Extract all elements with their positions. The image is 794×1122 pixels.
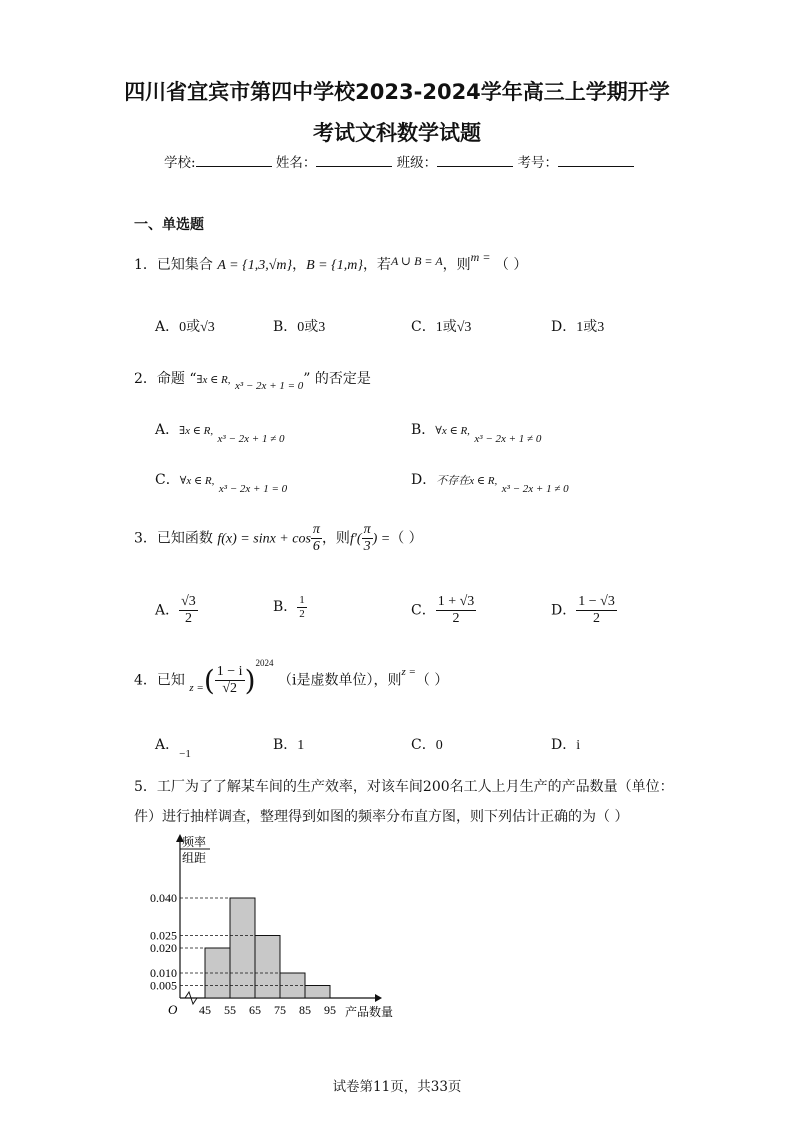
set-b-expr: B = {1,m} (306, 258, 363, 273)
x-tick-label: 55 (224, 1003, 236, 1017)
q1-option-c[interactable]: C．1或√3 (411, 319, 472, 335)
fraction-pi-6: $\frac{\pi}{6}$ (312, 522, 320, 555)
set-a-expr: A = {1,3,√m} (217, 258, 293, 273)
y-tick-label: 0.010 (150, 966, 177, 980)
exam-title-line2: 考试文科数学试题 (313, 121, 481, 145)
stem-text: （i是虚数单位），则 (277, 672, 402, 689)
q4-option-d[interactable]: D．i (551, 737, 581, 753)
class-blank[interactable] (437, 152, 513, 167)
x-axis-label: 产品数量 (345, 1005, 394, 1019)
q3-option-c[interactable]: C． $\frac{1 + √3}{2}$ (411, 594, 475, 627)
school-blank[interactable] (196, 152, 272, 167)
question-2-stem: 2．命题 “∃x ∈ R, $_{x^3 - 2x + 1 = 0}$” 的否定是 (134, 371, 371, 392)
fraction-1-minus-i-over-root2: $\frac{1 - i}{√2}$ (216, 664, 243, 697)
q4-option-c[interactable]: C．0 (411, 737, 443, 753)
origin-label: O (168, 1002, 178, 1017)
section-title: 一、单选题 (134, 217, 204, 233)
q2-option-c[interactable]: C．∀x ∈ R, $_{x^3 - 2x + 1 = 0}$ (155, 472, 288, 495)
question-4-stem: 4．已知 $_{z =}$( $\frac{1 - i}{√2}$ )$^{2024}$ （i是虚数单位），则$^{z =}$（ ） (134, 658, 449, 698)
x-tick-label: 95 (324, 1003, 336, 1017)
q3-option-a[interactable]: A． $\frac{√3}{2}$ (155, 594, 196, 627)
x-tick-label: 65 (249, 1003, 261, 1017)
x-tick-label: 85 (299, 1003, 311, 1017)
school-label: 学校: (164, 155, 196, 171)
question-number: 1． (134, 257, 157, 273)
q4-option-b[interactable]: B．1 (273, 737, 305, 753)
question-5-line2: 件）进行抽样调查，整理得到如图的频率分布直方图，则下列估计正确的为（ ） (134, 809, 629, 825)
histogram-bar (305, 986, 330, 999)
exam-title-line1: 四川省宜宾市第四中学校2023-2024学年高三上学期开学 (124, 80, 670, 104)
student-info-row (164, 151, 634, 171)
function-expr: f(x) = sinx + cos (217, 531, 311, 547)
q2-option-a[interactable]: A．∃x ∈ R, $_{x^3 - 2x + 1 \ne 0}$ (155, 422, 285, 445)
q2-option-b[interactable]: B．∀x ∈ R, $_{x^3 - 2x + 1 \ne 0}$ (411, 422, 542, 445)
y-tick-label: 0.040 (150, 891, 177, 905)
x-tick-label: 75 (274, 1003, 286, 1017)
y-axis-label-bottom: 组距 (182, 851, 207, 865)
histogram-bar (230, 898, 255, 998)
union-expr: A ∪ B = A (390, 254, 443, 268)
x-tick-label: 45 (199, 1003, 211, 1017)
question-3-stem: 3．已知函数 f(x) = sinx + cos $\frac{\pi}{6}$ ，则f′( $\frac{\pi}{3}$ ) =（ ） (134, 522, 423, 555)
q3-option-d[interactable]: D． $\frac{1 - √3}{2}$ (551, 594, 615, 627)
y-tick-label: 0.005 (150, 978, 177, 993)
frequency-histogram (130, 830, 420, 1025)
y-tick-label: 0.020 (150, 941, 177, 955)
histogram-bar (255, 936, 280, 999)
fraction-pi-3: $\frac{\pi}{3}$ (363, 522, 371, 555)
exam-number-blank[interactable] (558, 152, 634, 167)
quantifier-expr: ∃x ∈ R, (196, 374, 231, 386)
name-label: 姓名： (275, 155, 317, 171)
q4-option-a[interactable]: A．$_{-1}$ (155, 737, 191, 760)
q1-option-a[interactable]: A．0或√3 (155, 319, 215, 335)
question-5-line1: 5．工厂为了了解某车间的生产效率，对该车间200名工人上月生产的产品数量（单位： (134, 779, 674, 795)
q2-option-d[interactable]: D．不存在x ∈ R, $_{x^3 - 2x + 1 \ne 0}$ (411, 472, 569, 495)
q1-option-d[interactable]: D．1或3 (551, 319, 605, 335)
x-axis-arrow-icon (375, 994, 382, 1002)
name-blank[interactable] (316, 152, 392, 167)
target-expr: m = (470, 250, 491, 264)
stem-text: ，则 (442, 257, 471, 273)
y-axis-label-top: 频率 (182, 835, 207, 849)
y-tick-label: 0.025 (150, 928, 177, 943)
q1-option-b[interactable]: B．0或3 (273, 319, 326, 335)
answer-paren: （ ） (494, 257, 528, 273)
exam-number-label: 考号： (517, 155, 558, 171)
equation-expr: x³ − 2x + 1 = 0 (234, 380, 304, 392)
q3-option-b[interactable]: B． $\frac{1}{2}$ (273, 594, 305, 620)
question-1-stem: 1．已知集合 A = {1,3,√m}，B = {1,m}，若A ∪ B = A，则m = （ ） (134, 250, 528, 273)
stem-text: 已知集合 (156, 257, 213, 273)
page-footer: 试卷第11页，共33页 (332, 1079, 462, 1095)
class-label: 班级： (396, 155, 438, 171)
stem-text: ，若 (362, 257, 391, 273)
